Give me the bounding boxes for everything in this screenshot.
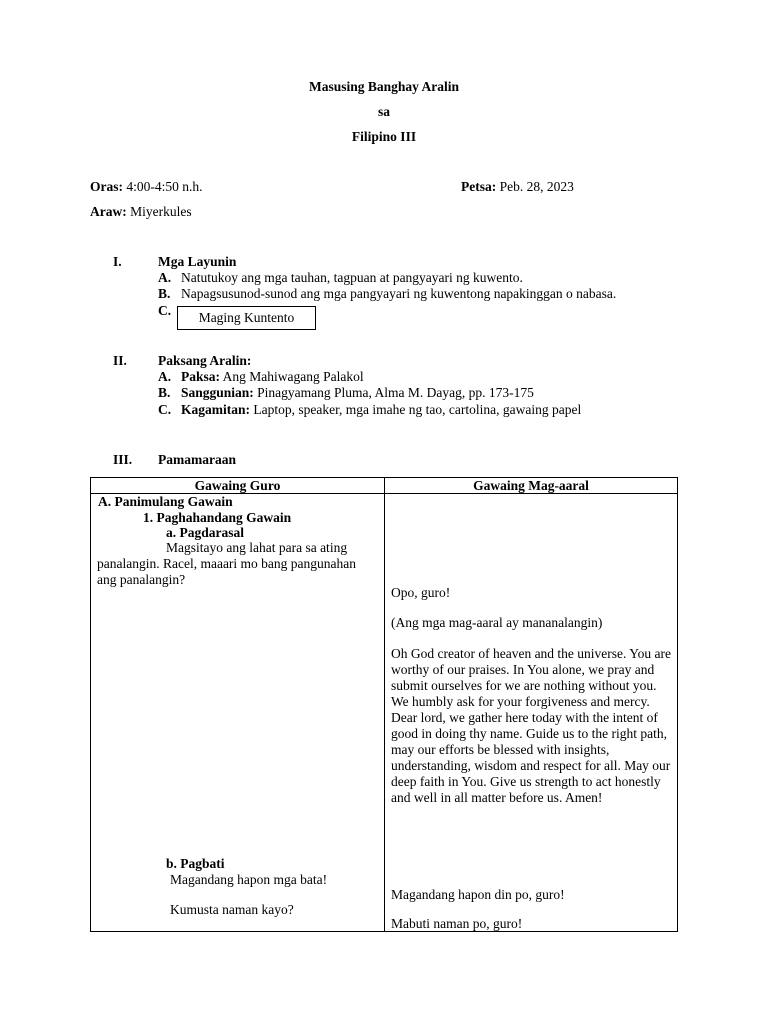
petsa-label: Petsa: [461,179,497,194]
section-2-numeral: II. [113,353,127,368]
paksa-text: Ang Mahiwagang Palakol [222,369,364,384]
panimulang-gawain-heading: A. Panimulang Gawain [98,494,233,509]
document-title: Masusing Banghay Aralin [308,79,460,94]
sanggunian-line [181,385,534,401]
mag-aaral-greeting: Magandang hapon din po, guro! [391,887,565,902]
document-subject: Filipino III [351,129,417,144]
objective-b-marker: B. [158,286,171,301]
sanggunian-text: Pinagyamang Pluma, Alma M. Dayag, pp. 173-175 [257,385,534,400]
guro-greeting: Magandang hapon mga bata! [170,872,328,887]
objective-a-text: Natutukoy ang mga tauhan, tagpuan at pangyayari ng kuwento. [181,270,523,285]
petsa-line [461,179,574,195]
paksa-marker: A. [158,369,172,384]
guro-kumusta: Kumusta naman kayo? [170,902,294,917]
objective-c-marker: C. [158,303,172,318]
section-3-numeral: III. [113,452,133,467]
kagamitan-line [181,402,581,418]
kagamitan-marker: C. [158,402,172,417]
araw-value: Miyerkules [130,204,192,219]
oras-value: 4:00-4:50 n.h. [126,179,203,194]
section-1-numeral: I. [113,254,122,269]
araw-line [90,204,192,220]
oras-label: Oras: [90,179,123,194]
section-1-title: Mga Layunin [158,254,237,269]
kagamitan-label: Kagamitan: [181,402,250,417]
guro-prayer-instruction: Magsitayo ang lahat para sa ating panalangin. Racel, maaari mo bang pangunahan ang panalangin? [97,540,357,587]
procedure-table [90,477,678,932]
sanggunian-marker: B. [158,385,171,400]
section-2-title: Paksang Aralin: [158,353,252,368]
araw-label: Araw: [90,204,127,219]
kagamitan-text: Laptop, speaker, mga imahe ng tao, cartolina, gawaing papel [253,402,582,417]
section-3-title: Pamamaraan [158,452,236,467]
mag-aaral-prayer: Oh God creator of heaven and the universe. You are worthy of our praises. In You alone, we pray and submit ourselves for we are nothing without you. We humbly ask for your forgiveness and mercy. Dear lord, we gather here today with the intent of good in doing thy name. Guide us to the right path, may our efforts be blessed with insights, understanding, wisdom and respect for all. May our deep faith in You. Give us strength to act honestly and well in all matter before us. Amen! [391,646,672,805]
paksa-line [181,369,364,385]
paksa-label: Paksa: [181,369,221,384]
pagdarasal-heading: a. Pagdarasal [166,525,245,540]
objective-a-marker: A. [158,270,172,285]
header-gawaing-mag-aaral: Gawaing Mag-aaral [473,478,589,493]
mag-aaral-action: (Ang mga mag-aaral ay mananalangin) [391,615,603,630]
oras-line [90,179,203,195]
objective-c-textbox: Maging Kuntento [177,306,316,330]
mag-aaral-opo: Opo, guro! [391,585,451,600]
sanggunian-label: Sanggunian: [181,385,254,400]
mag-aaral-mabuti: Mabuti naman po, guro! [391,916,523,931]
pagbati-heading: b. Pagbati [166,856,225,871]
paghahandang-gawain-heading: 1. Paghahandang Gawain [143,510,292,525]
header-gawaing-guro: Gawaing Guro [194,478,281,493]
objective-b-text: Napagsusunod-sunod ang mga pangyayari ng kuwentong napakinggan o nabasa. [181,286,617,301]
table-column-divider [384,478,385,931]
petsa-value: Peb. 28, 2023 [499,179,574,194]
document-title-sa: sa [377,104,390,119]
